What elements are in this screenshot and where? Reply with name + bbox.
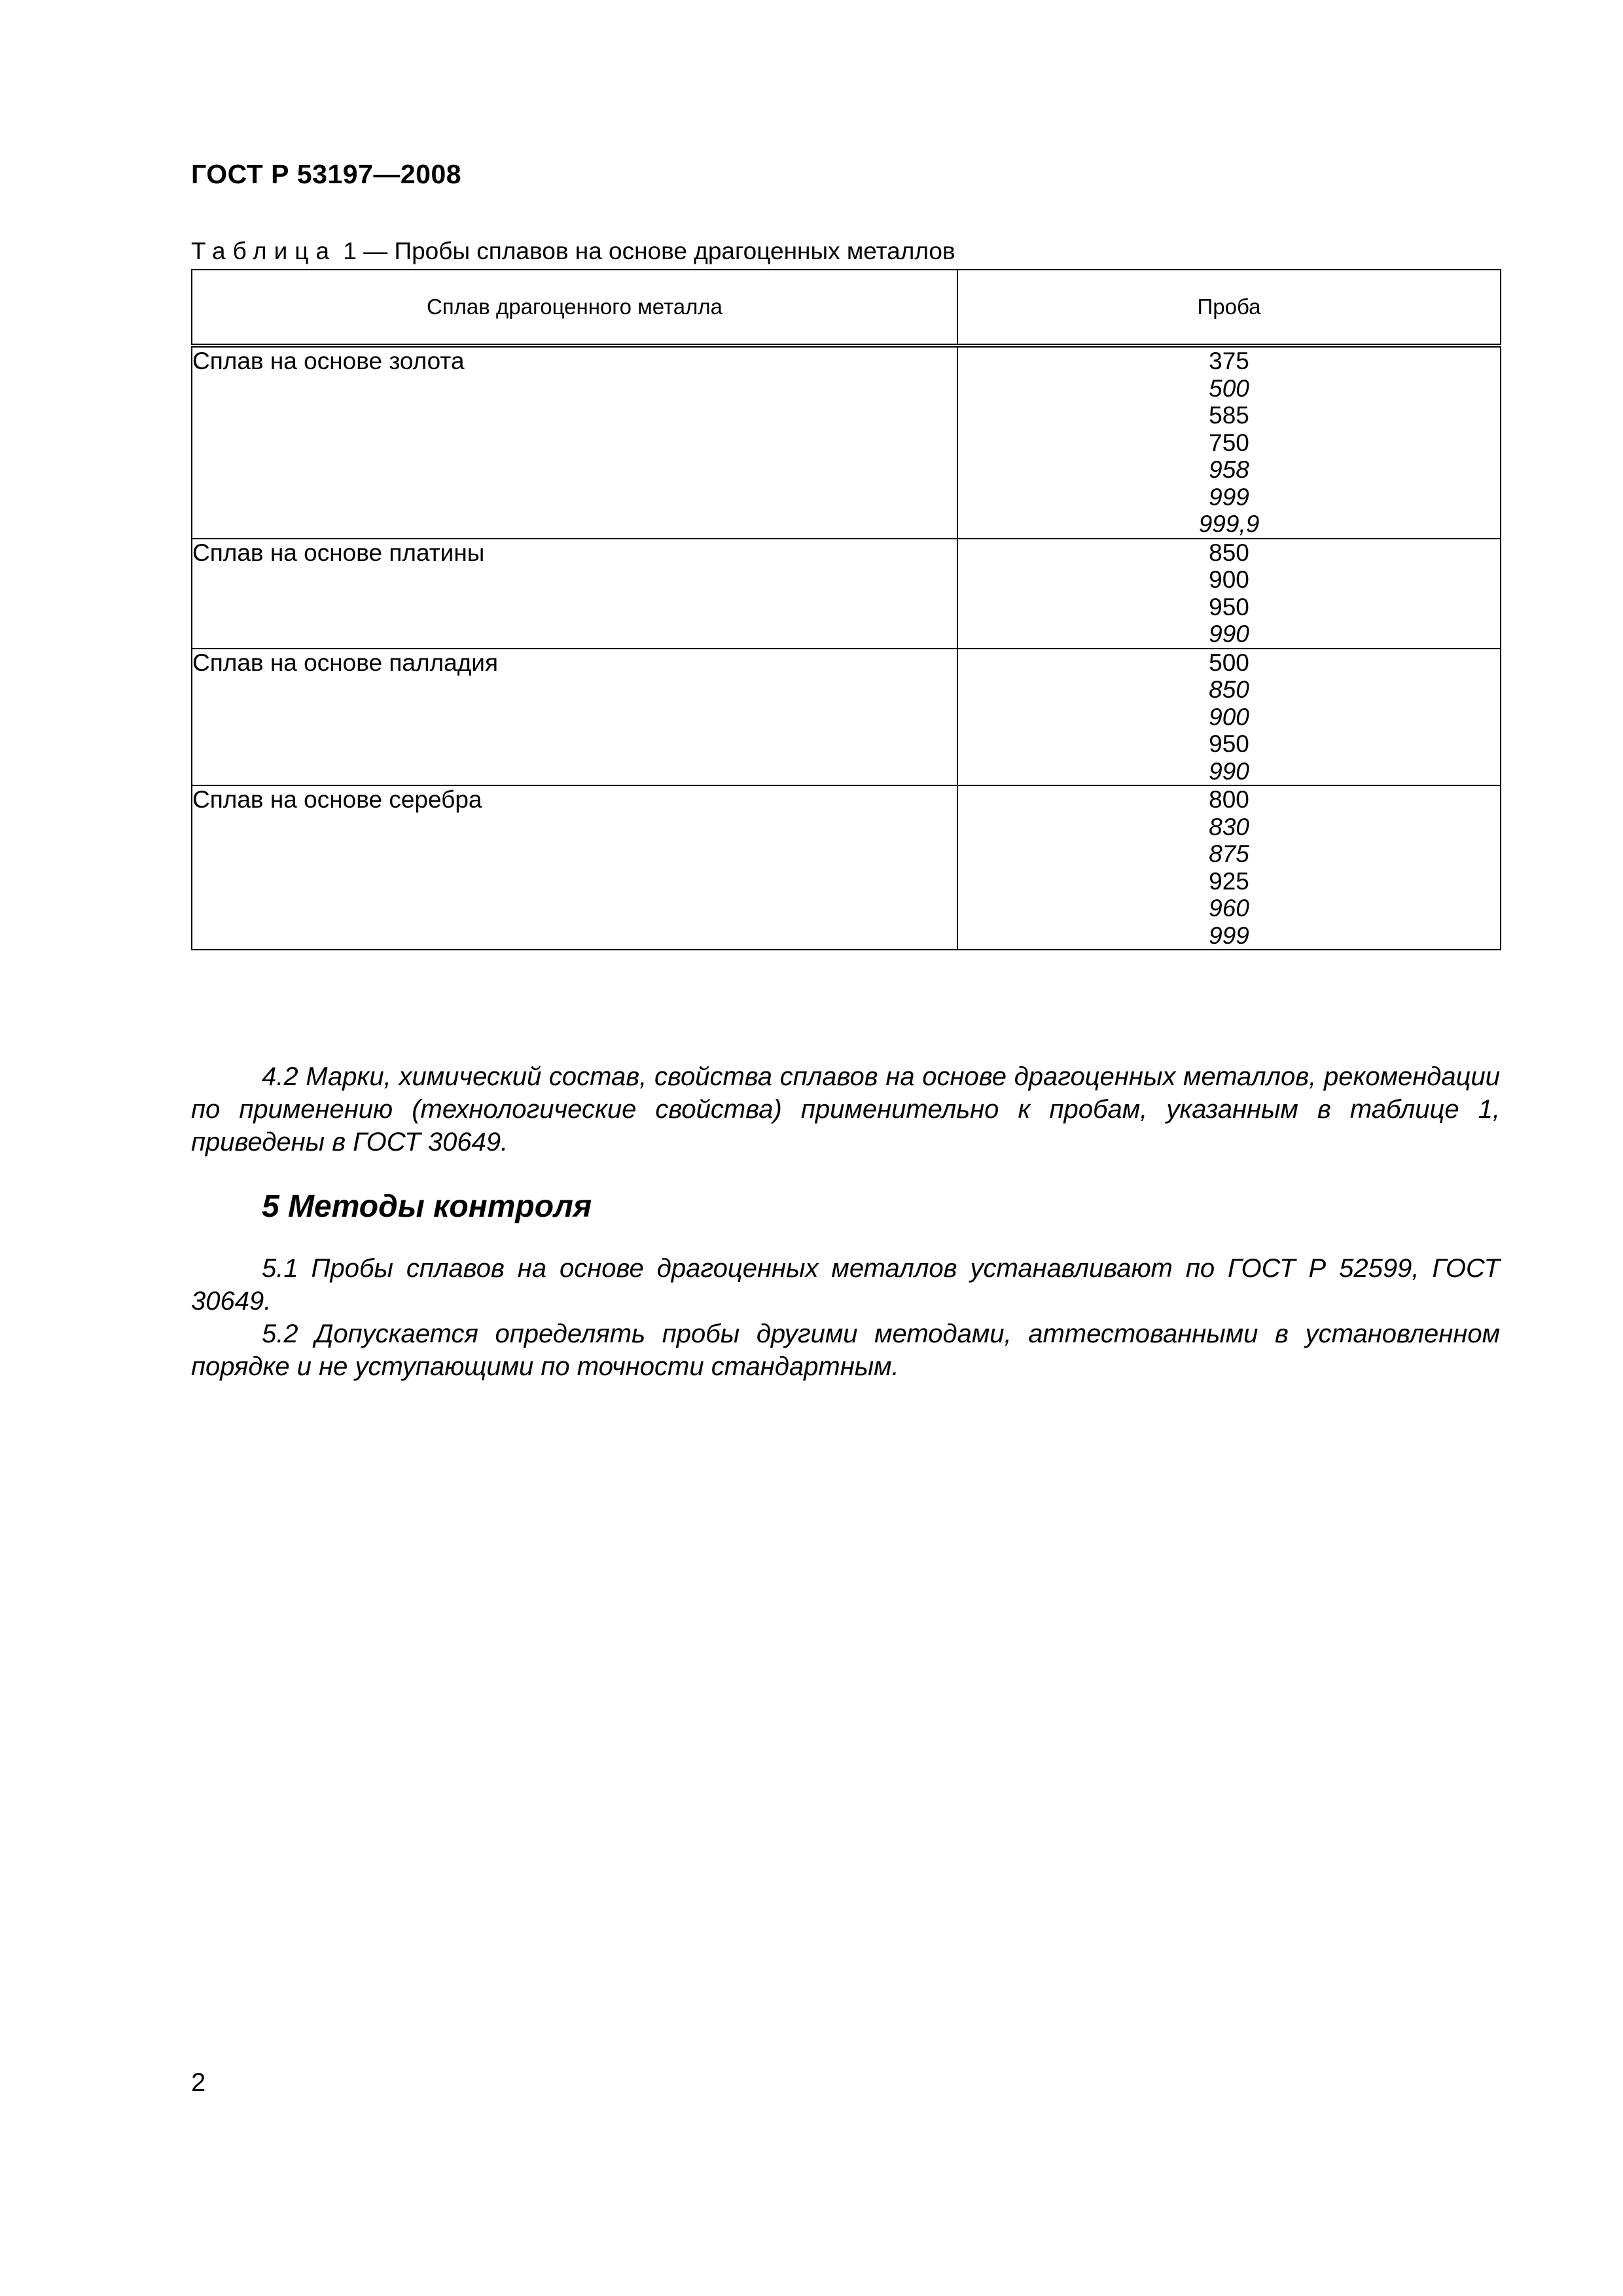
section-5-title: 5 Методы контроля [262,1189,592,1224]
assay-value: 925 [1209,867,1249,895]
assay-value: 990 [1209,757,1249,785]
assay-value: 999,9 [1198,511,1260,537]
alloy-name: Сплав на основе серебра [192,785,957,950]
table-row [192,785,1501,950]
assay-value: 990 [1209,620,1249,647]
paragraph-5-2-text: 5.2 Допускается определять пробы другими методами, аттестованными в установленном порядке и не уступающими по точности стандартным. [191,1319,1500,1381]
assay-value: 950 [1209,593,1249,620]
assay-value: 850 [1209,539,1249,566]
assay-table [191,269,1501,950]
table-row [192,649,1501,786]
assay-value: 999 [1209,483,1249,511]
assay-value: 585 [1209,402,1249,429]
assay-value: 375 [1209,348,1249,374]
page-number: 2 [191,2068,206,2097]
assay-value: 500 [1209,374,1249,402]
paragraph-5-1-text: 5.1 Пробы сплавов на основе драгоценных металлов устанавливают по ГОСТ Р 52599, ГОСТ 30649. [191,1254,1500,1316]
paragraph-4-2 [191,1060,1500,1158]
assay-value: 900 [1209,703,1249,730]
assay-value: 958 [1209,456,1249,483]
alloy-name: Сплав на основе золота [192,346,957,539]
column-header-alloy: Сплав драгоценного металла [192,270,957,346]
assay-value: 500 [1209,649,1249,676]
document-header: ГОСТ Р 53197—2008 [191,159,462,189]
paragraph-5-1 [191,1252,1500,1318]
assay-value: 960 [1209,895,1249,922]
assay-value: 750 [1209,429,1249,456]
table-caption-word: Таблица [191,238,337,264]
assay-value: 850 [1209,676,1249,703]
column-header-assay: Проба [957,270,1501,346]
table-caption [191,238,955,265]
assay-value: 900 [1209,566,1249,593]
table-caption-text: 1 — Пробы сплавов на основе драгоценных металлов [343,238,955,264]
alloy-name: Сплав на основе палладия [192,649,957,786]
alloy-name: Сплав на основе платины [192,539,957,649]
assay-values [957,785,1501,950]
assay-values [957,346,1501,539]
assay-values [957,649,1501,786]
assay-value: 875 [1209,840,1249,867]
assay-value: 800 [1209,786,1249,813]
assay-values [957,539,1501,649]
table-row [192,346,1501,539]
paragraph-5-2 [191,1318,1500,1383]
table-row [192,539,1501,649]
assay-value: 999 [1209,922,1249,949]
assay-value: 950 [1209,730,1249,757]
paragraph-4-2-text: 4.2 Марки, химический состав, свойства сплавов на основе драгоценных металлов, рекомендации по применению (технологические свойства) применительно к пробам, указанным в таблице 1, приведены в ГОСТ 30649. [191,1062,1500,1157]
assay-value: 830 [1209,813,1249,840]
